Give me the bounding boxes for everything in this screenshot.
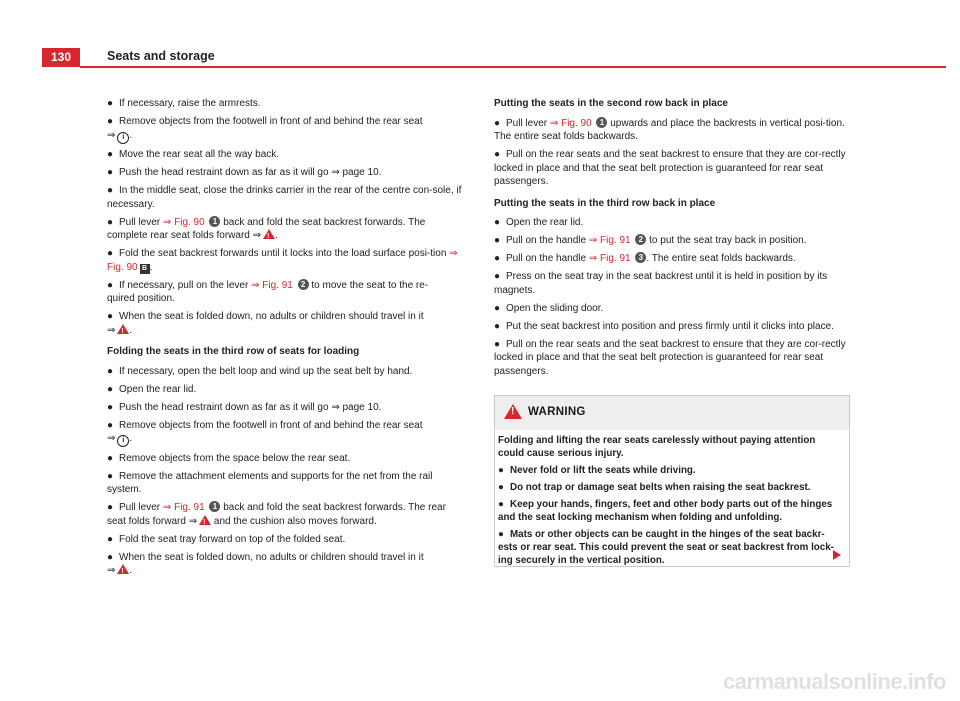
warning-item: ● Never fold or lift the seats while driving. — [498, 465, 696, 476]
warning-item: ● Mats or other objects can be caught in the hinges of the seat backr-ests or rear seat. This could prevent the seat or seat backrest from lock-ing securely in the vertical position. — [498, 529, 834, 566]
list-item: ● Remove objects from the footwell in front of and behind the rear seat ⇒ i . — [107, 115, 465, 144]
warning-icon — [199, 515, 211, 525]
list-item: ● If necessary, open the belt loop and wind up the seat belt by hand. — [107, 365, 413, 377]
list-item: ● Pull lever ⇒ Fig. 90 1 upwards and place the backrests in vertical posi-tion. The entire seat folds backwards. — [494, 117, 845, 142]
fig-b-icon: B — [140, 264, 150, 274]
list-item: ● When the seat is folded down, no adults or children should travel in it ⇒! . — [107, 310, 465, 337]
fig-90-link[interactable]: ⇒ Fig. 90 — [107, 248, 458, 273]
warning-icon — [263, 229, 275, 239]
subheading: Putting the seats in the third row back in place — [494, 197, 716, 209]
info-icon: i — [117, 435, 129, 447]
callout-2-icon: 2 — [635, 234, 646, 245]
callout-3-icon: 3 — [635, 252, 646, 263]
list-item: ● Press on the seat tray in the seat backrest until it is held in position by its magnets. — [494, 271, 828, 296]
page-number: 130 — [42, 48, 80, 67]
list-item: ● Push the head restraint down as far as it will go ⇒ page 10. — [107, 167, 382, 178]
fig-91-link[interactable]: ⇒ Fig. 91 — [588, 235, 631, 246]
list-item: ● Open the sliding door. — [494, 302, 604, 314]
list-item: ● Pull on the handle ⇒ Fig. 91 2 to put the seat tray back in position. — [494, 235, 807, 246]
list-item: ● Put the seat backrest into position and press firmly until it clicks into place. — [494, 320, 834, 332]
continue-arrow-icon — [833, 550, 841, 560]
list-item: ● If necessary, pull on the lever ⇒ Fig. 91 2 to move the seat to the re- quired position. — [107, 279, 429, 304]
list-item: ● If necessary, raise the armrests. — [107, 98, 261, 109]
fig-91-link[interactable]: ⇒ Fig. 91 — [251, 279, 293, 291]
list-item: ● Fold the seat tray forward on top of the folded seat. — [107, 533, 346, 545]
list-item: ● Pull on the rear seats and the seat backrest to ensure that they are cor-rectly locked in place and that the seat belt protection is guaranteed for rear seat passengers. — [494, 149, 846, 187]
warning-item: ● Keep your hands, fingers, feet and other body parts out of the hinges and the seat locking mechanism when folding and unfolding. — [498, 499, 833, 523]
list-item: ● Open the rear lid. — [494, 217, 584, 228]
list-item: ● Remove objects from the space below the rear seat. — [107, 452, 351, 464]
warning-title: WARNING — [528, 406, 586, 418]
callout-2-icon: 2 — [298, 279, 309, 290]
warning-header — [495, 396, 849, 430]
list-item: ● Remove the attachment elements and supports for the net from the rail system. — [107, 470, 433, 495]
list-item: ● Pull lever ⇒ Fig. 90 1 back and fold the seat backrest forwards. The complete rear seat folds forward ⇒! . — [107, 216, 465, 243]
info-icon: i — [117, 132, 129, 144]
fig-90-link[interactable]: ⇒ Fig. 90 — [162, 216, 205, 228]
fig-91-link[interactable]: ⇒ Fig. 91 — [162, 502, 205, 513]
subheading: Putting the seats in the second row back in place — [494, 98, 728, 109]
warning-triangle-icon: ! — [504, 404, 522, 419]
fig-91-link[interactable]: ⇒ Fig. 91 — [588, 253, 631, 264]
warning-intro: Folding and lifting the rear seats carelessly without paying attention could cause serious injury. — [498, 435, 816, 459]
list-item: ● Move the rear seat all the way back. — [107, 149, 280, 160]
left-column — [107, 97, 465, 582]
page-header — [42, 48, 946, 67]
list-item: ● Open the rear lid. — [107, 383, 197, 395]
list-item: ● In the middle seat, close the drinks carrier in the rear of the centre con-sole, if necessary. — [107, 185, 462, 210]
list-item: ● Pull lever ⇒ Fig. 91 1 back and fold the seat backrest forwards. The rear seat folds forward ⇒! and the cushion also moves forward. — [107, 501, 465, 528]
warning-icon — [117, 324, 129, 334]
warning-icon — [117, 564, 129, 574]
list-item: ● Fold the seat backrest forwards until it locks into the load surface posi-tion ⇒ Fig. 90 B . — [107, 248, 458, 273]
watermark: carmanualsonline.info — [723, 669, 946, 694]
list-item: ● Push the head restraint down as far as it will go ⇒ page 10. — [107, 401, 382, 413]
callout-1-icon: 1 — [209, 216, 220, 227]
list-item: ● Pull on the rear seats and the seat backrest to ensure that they are cor-rectly locked in place and that the seat belt protection is guaranteed for rear seat passengers. — [494, 338, 846, 377]
warning-box — [494, 395, 850, 567]
fig-90-link[interactable]: ⇒ Fig. 90 — [549, 117, 592, 129]
warning-body — [495, 430, 849, 567]
list-item: ● When the seat is folded down, no adults or children should travel in it ⇒! . — [107, 551, 465, 578]
warning-item: ● Do not trap or damage seat belts when raising the seat backrest. — [498, 482, 811, 493]
list-item: ● Remove objects from the footwell in front of and behind the rear seat ⇒ i . — [107, 419, 465, 448]
callout-1-icon: 1 — [596, 117, 607, 128]
section-title: Seats and storage — [107, 49, 215, 63]
callout-1-icon: 1 — [209, 501, 220, 512]
list-item: ● Pull on the handle ⇒ Fig. 91 3 . The entire seat folds backwards. — [494, 253, 796, 264]
right-column — [494, 97, 850, 383]
subheading: Folding the seats in the third row of seats for loading — [107, 346, 360, 357]
header-rule — [80, 66, 946, 68]
